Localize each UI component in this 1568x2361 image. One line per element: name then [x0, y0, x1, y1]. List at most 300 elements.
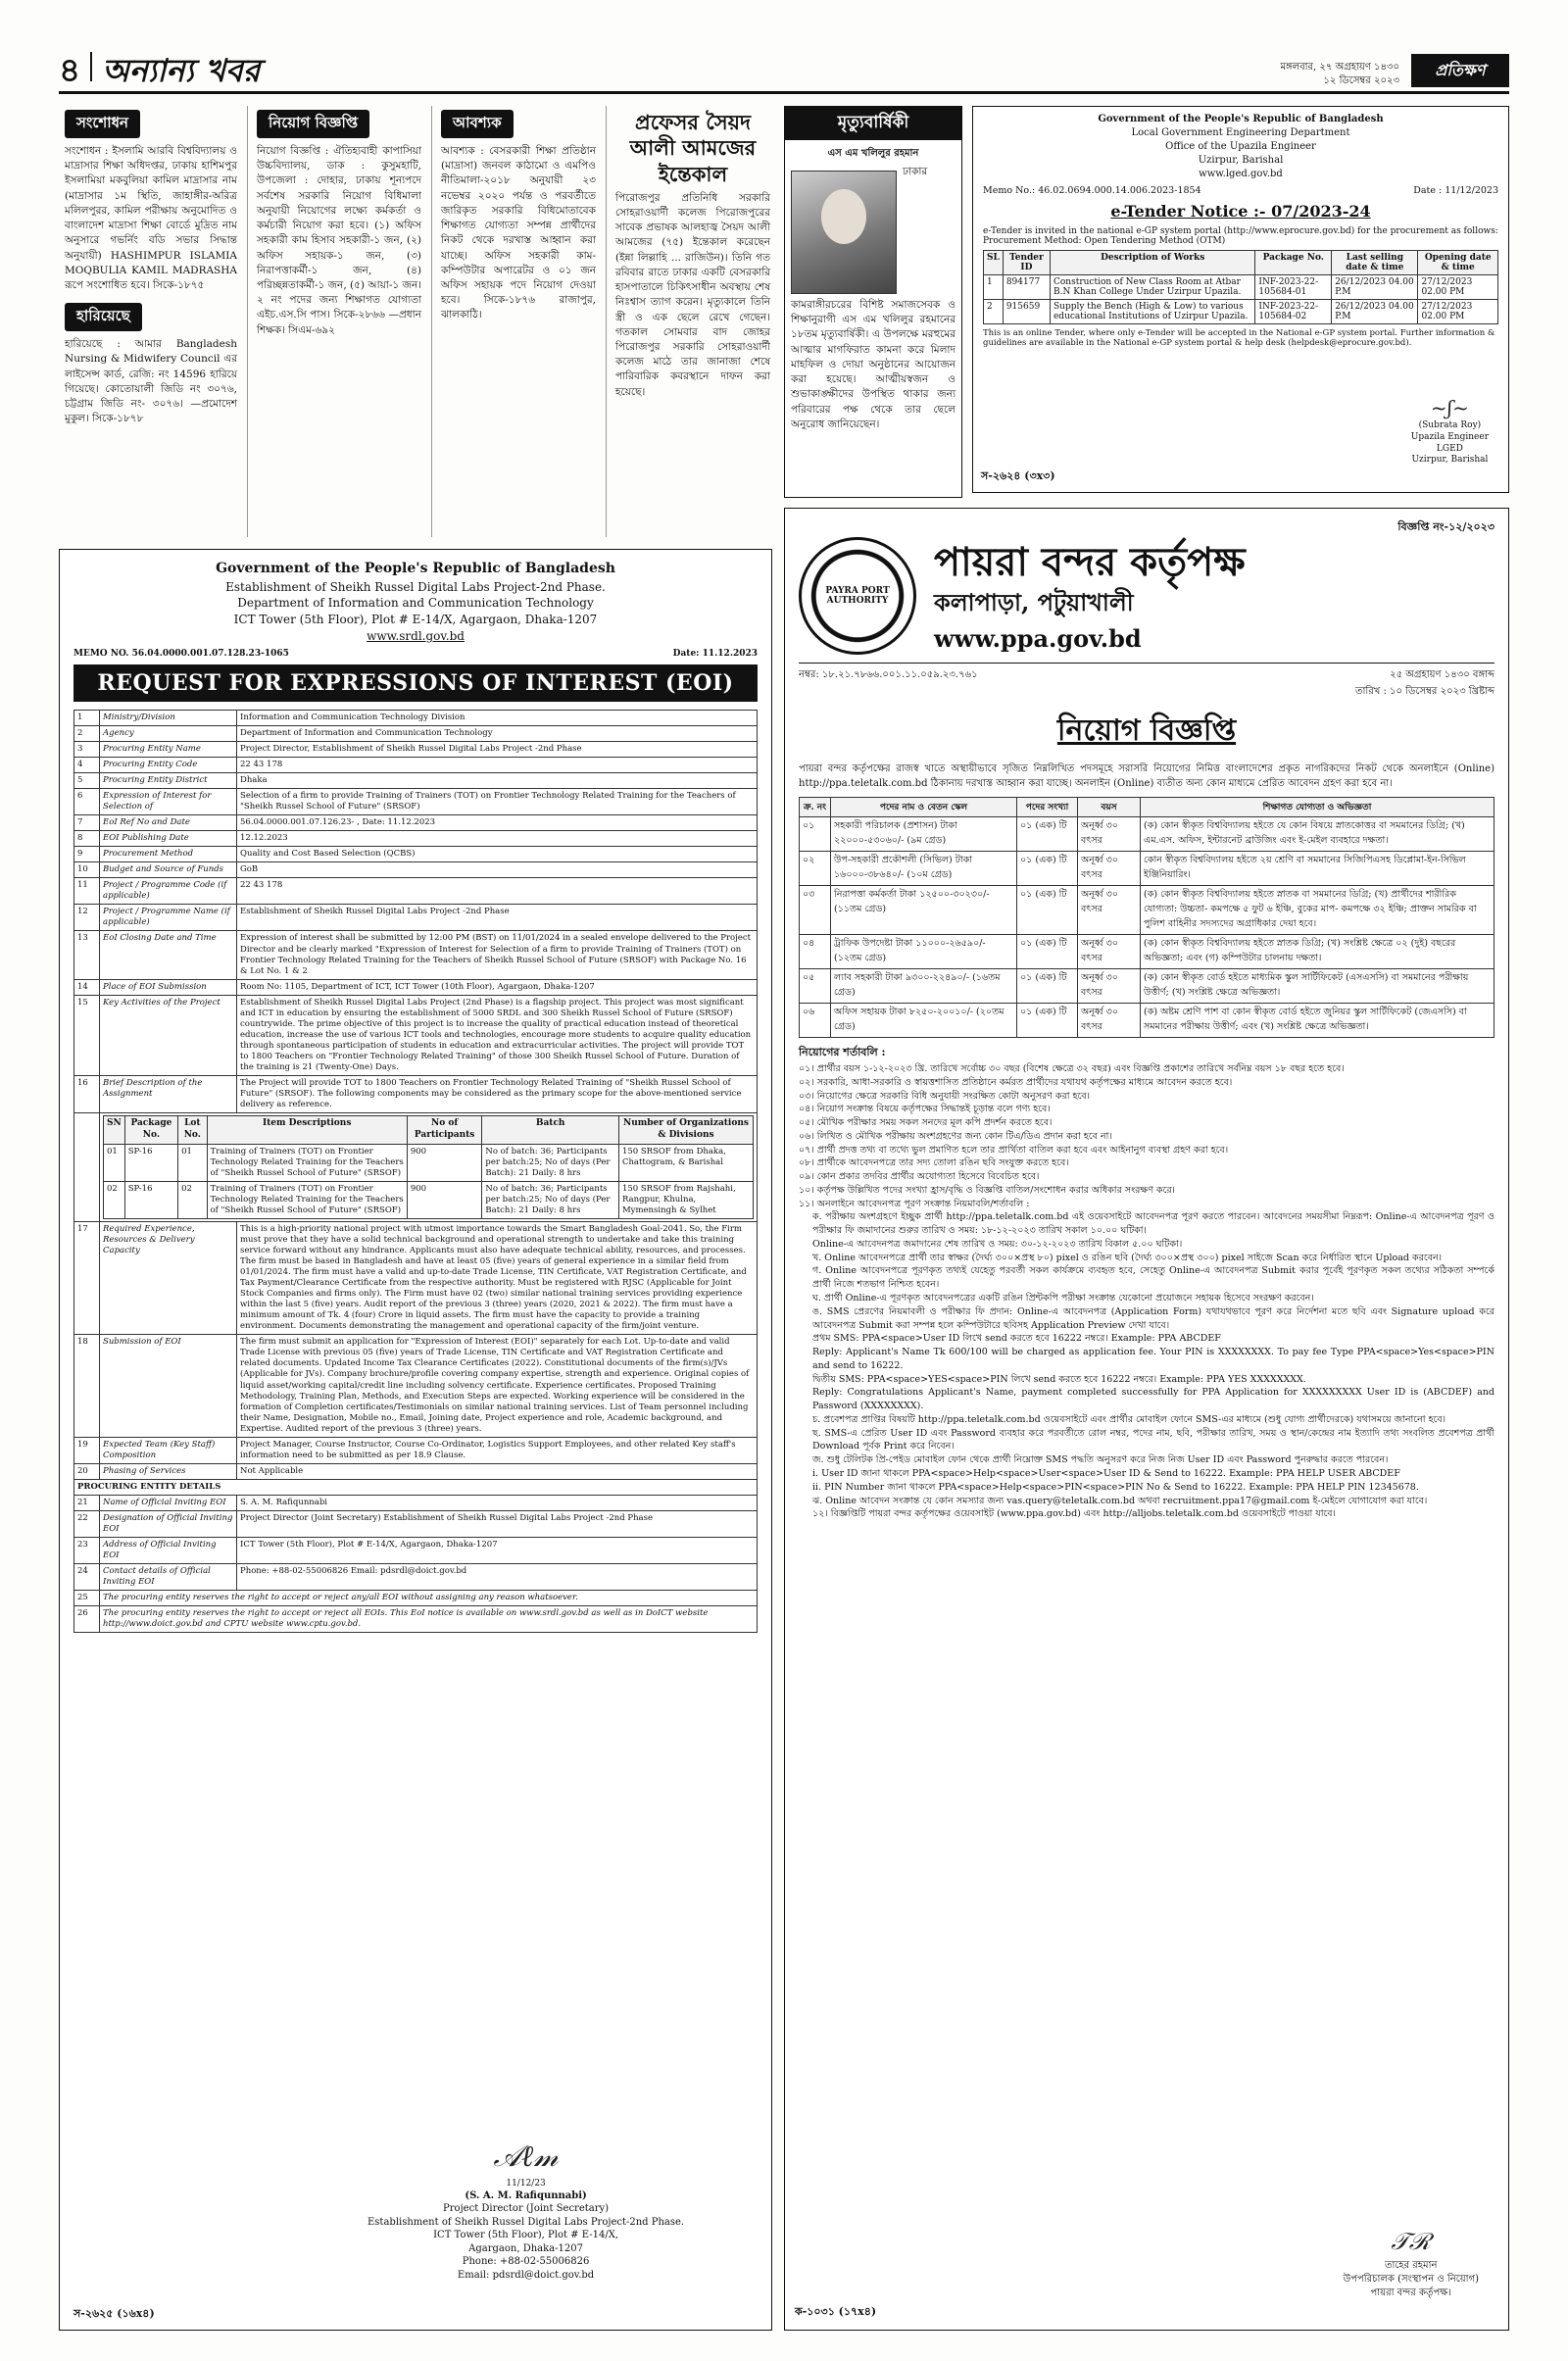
step-item: ঘ. প্রার্থী Online-এ পূরণকৃত আবেদনপত্রের একটি রঙিন প্রিন্টকপি পরীক্ষা সংক্রান্ত যেকোনো প্রয়োজনে সহায়ক হিসেবে সংরক্ষণ করবেন। — [812, 1293, 1314, 1304]
table-cell: নিরাপত্তা কর্মকর্তা টাকা ১২৫০০-৩০২৩০/- (১১তম গ্রেড) — [831, 886, 1017, 935]
etender-website: www.lged.gov.bd — [1199, 169, 1283, 179]
table-row — [74, 710, 758, 725]
memorial-name: এস এম খলিলুর রহমান — [827, 148, 919, 159]
table-cell: Designation of Official Inviting EOI — [100, 1510, 237, 1537]
table-cell: 8 — [74, 831, 100, 847]
table-header-cell: SL — [984, 251, 1004, 275]
table-cell: ০১ (এক) টি — [1017, 817, 1078, 852]
table-row — [800, 817, 1494, 852]
term-item: ০৯। কোন প্রকার তদবির প্রার্থীর অযোগ্যতা হিসেবে বিবেচিত হবে। — [799, 1171, 1040, 1183]
table-header-cell: SN — [104, 1116, 125, 1144]
step-item: দ্বিতীয় SMS: PPA<space>YES<space>PIN লিখে send করতে হবে 16222 নম্বরে। Example: PPA YES XXXXXXXX. — [812, 1373, 1306, 1385]
masthead — [59, 47, 1509, 94]
payra-notice — [784, 508, 1509, 2331]
table-row — [104, 1181, 754, 1218]
table-cell: Phasing of Services — [100, 1463, 237, 1479]
table-cell: 01 — [178, 1144, 207, 1181]
term-item: ০৭। প্রার্থী প্রদত্ত তথ্য বা তথ্যে ভুল প্রমাণিত হলে তার প্রার্থিতা বাতিল করা হবে এবং আইনানুগ ব্যবস্থা গ্রহণ করা হবে। — [799, 1144, 1229, 1156]
table-cell: 915659 — [1003, 300, 1050, 324]
table-header-row — [800, 798, 1494, 817]
table-cell: Ministry/Division — [100, 710, 237, 725]
table-header-cell: পদের নাম ও বেতন স্কেল — [831, 798, 1017, 817]
payra-title: পায়রা বন্দর কর্তৃপক্ষ — [934, 538, 1246, 585]
table-row — [984, 275, 1498, 300]
memorial-notice — [784, 106, 962, 498]
table-cell: 4 — [74, 757, 100, 772]
correction-header: সংশোধন — [65, 110, 140, 138]
table-cell: 26/12/2023 04.00 P.M — [1332, 300, 1418, 324]
table-cell: 2 — [74, 725, 100, 741]
step-item: জ. শুধু টেলিটক প্রি-পেইড মোবাইল ফোন থেকে প্রার্থী নিম্নোক্ত SMS পদ্ধতি অনুসরণ করে নিজ নিজ User ID এবং Password পুনরুদ্ধার করতে পারবেন। — [812, 1454, 1389, 1466]
table-cell — [100, 1113, 758, 1222]
table-row — [74, 862, 758, 878]
table-row — [74, 1221, 758, 1334]
sign-project: Establishment of Sheikh Russel Digital Labs Project-2nd Phase. — [368, 2216, 685, 2228]
table-row — [74, 815, 758, 831]
etender-signature — [1411, 395, 1489, 467]
table-cell: 18 — [74, 1335, 100, 1437]
table-cell: 26/12/2023 04.00 P.M — [1332, 275, 1418, 300]
table-cell: 11 — [74, 878, 100, 905]
table-cell: 10 — [74, 862, 100, 878]
term-item: ০২। সরকারি, আধা-সরকারি ও স্বায়ত্তশাসিত প্রতিষ্ঠানে কর্মরত প্রার্থীদের যথাযথ কর্তৃপক্ষের মাধ্যমে আবেদন করতে হবে। — [799, 1076, 1233, 1088]
table-cell: 3 — [74, 741, 100, 757]
sign-office: LGED — [1436, 443, 1463, 454]
table-cell: উপ-সহকারী প্রকৌশলী (সিভিল) টাকা ১৬০০০-৩৮৬৪০/- (১০ম গ্রেড) — [831, 852, 1017, 886]
online-steps-list — [799, 1210, 1494, 1521]
page-number: ৪ — [59, 51, 81, 90]
recruitment-text: নিয়োগ বিজ্ঞপ্তি : ঐতিহ্যবাহী কাপাসিয়া উচ্চবিদ্যালয়, ডাক : কুসুমহাটি, উপজেলা : দোহার, ঢাকায় শূন্যপদে সর্বশেষ সরকারি নিয়োগ বিধিমালা অনুযায়ী নিয়োগের লক্ষ্যে কর্মকর্তা ও কর্মচারী নিয়োগ করা হবে। (১) অফিস সহকারী কাম হিসাব সহকারী-১ জন, (২) অফিস সহায়ক-১ জন, (৩) নিরাপত্তাকর্মী-১ জন, (৪) পরিচ্ছন্নতাকর্মী-১ জন, (৫) আয়া-১ জন। ২ নং পদের জন্য শিক্ষাগত যোগ্যতা এইচ.এস.সি পাস। সিকে-২৮৬৬ —প্রধান শিক্ষক। সিএম-৬৯২ — [257, 145, 421, 336]
etender-gov: Government of the People's Republic of Bangladesh — [1098, 114, 1384, 124]
table-cell: ট্রাফিক উপদেষ্টা টাকা ১১০০০-২৬৫৯০/- (১২তম গ্রেড) — [831, 935, 1017, 969]
table-cell: 14 — [74, 979, 100, 995]
table-cell: 1 — [74, 710, 100, 725]
table-body — [984, 275, 1498, 324]
table-cell: 22 43 178 — [237, 757, 758, 772]
column-rule — [606, 106, 607, 537]
etender-header — [983, 113, 1498, 181]
port-authority-seal-icon — [799, 537, 916, 655]
table-cell: 56.04.0000.001.07.126.23- , Date: 11.12.2023 — [237, 815, 758, 831]
table-cell: ০৪ — [800, 935, 831, 969]
etender-table — [983, 250, 1498, 324]
table-row — [74, 931, 758, 979]
table-cell: ০২ — [800, 852, 831, 886]
table-cell: Selection of a firm to provide Training of Trainers (TOT) on Frontier Technology Related Training for the Teachers of "Sheikh Russel School of Future" (SRSOF) — [237, 789, 758, 815]
table-row — [74, 1335, 758, 1437]
step-item: ঝ. Online আবেদন সংক্রান্ত যে কোন সমস্যার জন্য vas.query@teletalk.com.bd অথবা recruitment.ppa17@gmail.com ই-মেইলে যোগাযোগ করা যাবে। — [812, 1495, 1428, 1506]
etender-office: Office of the Upazila Engineer — [1165, 141, 1316, 152]
eoi-dept: Department of Information and Communication Technology — [237, 596, 594, 611]
recruitment-header: নিয়োগ বিজ্ঞপ্তি — [257, 110, 369, 138]
table-row — [74, 1510, 758, 1537]
table-cell: GoB — [237, 862, 758, 878]
table-cell: ০১ — [800, 817, 831, 852]
table-header-cell: শিক্ষাগত যোগ্যতা ও অভিজ্ঞতা — [1141, 798, 1494, 817]
table-row — [74, 741, 758, 757]
table-header-cell: Number of Organizations & Divisions — [618, 1116, 753, 1144]
table-row — [800, 886, 1494, 935]
table-cell: অনূর্ধ্ব ৩০ বৎসর — [1078, 852, 1141, 886]
table-cell: ০১ (এক) টি — [1017, 886, 1078, 935]
term-item: ০৩। নিয়োগের ক্ষেত্রে সরকারি বিধি অনুযায়ী সংরক্ষিত কোটা অনুসরণ করা হবে। — [799, 1090, 1091, 1102]
signature-mark: 𝒜ℓ𝓂 — [493, 2140, 559, 2174]
table-cell: Quality and Cost Based Selection (QCBS) — [237, 847, 758, 862]
table-header-cell: Description of Works — [1050, 251, 1254, 275]
table-cell: 150 SRSOF from Rajshahi, Rangpur, Khulna, Mymensingh & Sylhet — [618, 1181, 753, 1218]
table-cell: Submission of EOI — [100, 1335, 237, 1437]
table-cell: 2 — [984, 300, 1004, 324]
table-cell: 6 — [74, 789, 100, 815]
table-header-cell: পদের সংখ্যা — [1017, 798, 1078, 817]
payra-notice-no: বিজ্ঞপ্তি নং-১২/২০২৩ — [1397, 520, 1494, 533]
table-cell: 13 — [74, 931, 100, 979]
table-cell: 12.12.2023 — [237, 831, 758, 847]
memorial-text: ঢাকার কামরাঙ্গীরচরের বিশিষ্ট সমাজসেবক ও শিক্ষানুরাগী এস এম খলিলুর রহমানের ১৮তম মৃত্যুবার্ষিকী। এ উপলক্ষে মরহুমের আত্মার মাগফিরাত কামনা করে মিলাদ মাহফিল ও দোয়া অনুষ্ঠানের আয়োজন করা হয়েছে। আত্মীয়স্বজন ও শুভাকাঙ্ক্ষীদের উপস্থিত থাকার জন্য পরিবারের পক্ষ থেকে তার ছেলে অনুরোধ জানিয়েছেন। — [791, 166, 956, 430]
table-cell: Project Manager, Course Instructor, Course Co-Ordinator, Logistics Support Employees, and other related Key staff's information need to be submitted as per 18.9 Clause. — [237, 1437, 758, 1463]
eoi-date: Date: 11.12.2023 — [672, 648, 758, 659]
term-item: ০৮। প্রার্থীকে আবেদনপত্রে তার সদ্য তোলা রঙিন ছবি সংযুক্ত করতে হবে। — [799, 1157, 1069, 1169]
table-cell: Procurement Method — [100, 847, 237, 862]
table-cell: 16 — [74, 1076, 100, 1113]
eoi-header — [74, 560, 758, 645]
table-cell: Construction of New Class Room at Atbar B.N Khan College Under Uzirpur Upazila. — [1050, 275, 1254, 300]
table-row — [800, 969, 1494, 1004]
table-header-cell: Package No. — [124, 1116, 177, 1144]
column-rule — [247, 106, 248, 537]
sign-address-1: ICT Tower (5th Floor), Plot # E-14/X, — [433, 2230, 618, 2241]
table-cell: EOI Publishing Date — [100, 831, 237, 847]
table-cell: Information and Communication Technology Division — [237, 710, 758, 725]
table-header-cell: Tender ID — [1003, 251, 1050, 275]
required-text: আবশ্যক : বেসরকারী শিক্ষা প্রতিষ্ঠান (মাদ্রাসা) জনবল কাঠামো ও এমপিও নীতিমালা-২০১৮ অনুযায়ী ২৩ নভেম্বর ২০২০ পর্যন্ত ও পরবর্তীতে জারিকৃত সরকারি বিধিমোতাবেক শিক্ষাগত যোগ্যতা সম্পন্ন প্রার্থীদের নিকট থেকে দরখাস্ত আহ্বান করা যাচ্ছে। অফিস সহকারী কাম-কম্পিউটার অপারেটর ও ০১ জন অফিস সহায়ক পদে নিয়োগ দেওয়া হবে। সিকে-১৮৭৬ রাজাপুর, ঝালকাঠি। — [441, 145, 596, 321]
sign-place: Uzirpur, Barishal — [1411, 455, 1489, 466]
payra-memo: নম্বর: ১৮.২১.৭৮৬৬.০০১.১১.০৫৯.২৩.৭৬১ — [799, 669, 978, 680]
table-cell: Establishment of Sheikh Russel Digital Labs Project (2nd Phase) is a flagship project. This project was most significant and ICT in education by ensuring the establishment of 5000 SRDL and 300 Sheikh Russel School of Future (SRSOF) countrywide. The prime objective of this project is to increase the quality of practical education instead of theoretical education, increase the use of various ICT tools and technologies, encourage more students to acquire quality education through spontaneous participation of students in education and extracurricular activities. The project will provide TOT to 1800 Teachers on "Frontier Technology Related Training" of those 300 Sheikh Russel School of Future. Duration of the training is 21 (Twenty-One) Days. — [237, 995, 758, 1075]
table-header-cell: Package No. — [1255, 251, 1332, 275]
table-cell: No of batch: 36; Participants per batch:25; No of days (Per Batch): 21 Daily: 8 hrs — [482, 1144, 619, 1181]
sign-title: Upazila Engineer — [1410, 431, 1489, 442]
table-row — [74, 1538, 758, 1564]
step-item: ছ. SMS-এ প্রেরিত User ID এবং Password ব্যবহার করে পরবর্তীতে রোল নম্বর, পদের নাম, ছবি, পরীক্ষার তারিখ, সময় ও স্থান/কেন্দ্রের নাম ইত্যাদি তথ্য সংবলিত প্রবেশপত্র প্রার্থী Download পূর্বক Print করে নিবেন। — [812, 1427, 1494, 1452]
table-cell: (ক) কোন স্বীকৃত বিশ্ববিদ্যালয় হইতে স্নাতক বা সমমানের ডিগ্রি; (খ) প্রার্থীদের শারীরিক যোগ্যতা: উচ্চতা- কমপক্ষে ৫ ফুট ৬ ইঞ্চি, বুকের মাপ- কমপক্ষে ৩২ ইঞ্চি; প্রাক্তন সামরিক বা পুলিশ বাহিনীর সদস্যদের অগ্রাধিকার দেয়া হবে। — [1141, 886, 1494, 935]
required-header: আবশ্যক — [441, 110, 514, 138]
table-row — [74, 757, 758, 772]
table-cell: ০৫ — [800, 969, 831, 1004]
table-cell: 150 SRSOF from Dhaka, Chattogram, & Barishal — [618, 1144, 753, 1181]
sign-org: পায়রা বন্দর কর্তৃপক্ষ। — [1370, 2287, 1451, 2298]
table-cell: Key Activities of the Project — [100, 995, 237, 1075]
table-cell: অনূর্ধ্ব ৩০ বৎসর — [1078, 935, 1141, 969]
obituary-text: পিরোজপুর প্রতিনিধি সরকারি সোহরাওয়ার্দী কলেজ পিরোজপুরের সাবেক প্রভাষক আলহাজ্ব সৈয়দ আলী আমজের (৭৫) ইন্তেকাল করেছেন (ইন্না লিল্লাহি ... রাজিউন)। তিনি গত রবিবার রাতে ঢাকার একটি বেসরকারি হাসপাতালে চিকিৎসাধীন অবস্থায় শেষ নিঃশ্বাস ত্যাগ করেন। মৃত্যুকালে তিনি স্ত্রী ও এক ছেলে রেখে গেছেন। গতকাল সোমবার বাদ জোহর পিরোজপুর সরকারি সোহরাওয়ার্দী কলেজ মাঠে তার জানাজা শেষে পারিবারিক কবরস্থানে দাফন করা হয়েছে। — [615, 191, 770, 398]
table-cell: 20 — [74, 1463, 100, 1479]
sign-title: উপপরিচালক (সংস্থাপন ও নিয়োগ) — [1343, 2274, 1479, 2285]
table-cell: Establishment of Sheikh Russel Digital Labs Project -2nd Phase — [237, 905, 758, 931]
date-english: ১২ ডিসেম্বর ২০২৩ — [1323, 74, 1399, 86]
table-cell: Training of Trainers (TOT) on Frontier Technology Related Training for the Teachers of "Sheikh Russel School of Future" (SRSOF) — [207, 1144, 407, 1181]
table-cell: The procuring entity reserves the right to accept or reject all EOIs. This EoI notice is available on www.srdl.gov.bd as well as in DoICT website http://www.doict.gov.bd and CPTU website www.cptu.gov.bd. — [100, 1606, 758, 1633]
table-row — [800, 852, 1494, 886]
table-header-cell: Lot No. — [178, 1116, 207, 1144]
eoi-signature-block — [74, 2138, 758, 2324]
table-cell: (ক) কোন স্বীকৃত বিশ্ববিদ্যালয় হইতে স্নাতক ডিগ্রি; (খ) সংশ্লিষ্ট ক্ষেত্রে ০২ (দুই) বছরের অভিজ্ঞতা; এবং (গ) কম্পিউটার চালনায় দক্ষতা। — [1141, 935, 1494, 969]
step-item: খ. Online আবেদনপত্রে প্রার্থী তার স্বাক্ষর (দৈর্ঘ্য ৩০০×প্রস্থ ৮০) pixel ও রঙিন ছবি (দৈর্ঘ্য ৩০০×প্রস্থ ৩০০) pixel সাইজে Scan করে নির্ধারিত স্থানে Upload করবেন। — [812, 1252, 1443, 1263]
table-cell: ICT Tower (5th Floor), Plot # E-14/X, Agargaon, Dhaka-1207 — [237, 1538, 758, 1564]
sign-name: (S. A. M. Rafiqunnabi) — [465, 2189, 587, 2201]
obituary-article — [610, 106, 776, 537]
date-bengali: মঙ্গলবার, ২৭ অগ্রহায়ণ ১৪৩০ — [1280, 62, 1399, 73]
term-item: ০৬। লিখিত ও মৌখিক পরীক্ষায় অংশগ্রহণের জন্য কোন টিএ/ডিএ প্রদান করা হবে না। — [799, 1130, 1112, 1142]
eoi-notice — [59, 549, 772, 2331]
table-cell: Not Applicable — [237, 1463, 758, 1479]
table-body — [74, 710, 758, 1633]
table-cell: INF-2023-22-105684-02 — [1255, 300, 1332, 324]
table-cell: No of batch: 36; Participants per batch:25; No of days (Per Batch): 21 Daily: 8 hrs — [482, 1181, 619, 1218]
sign-name: তাহের রহমান — [1384, 2260, 1438, 2271]
step-item: ii. PIN Number জানা থাকলে PPA<space>Help<space>PIN<space>PIN No & Send to 16222. Example: PPA HELP PIN 12345678. — [812, 1481, 1419, 1493]
etender-intro: e-Tender is invited in the national e-GP system portal (http://www.eprocure.gov.bd) for the procurement as follows: Procurement Method: Open Tendering Method (OTM) — [983, 226, 1498, 246]
table-cell: Dhaka — [237, 772, 758, 788]
eoi-banner: REQUEST FOR EXPRESSIONS OF INTEREST (EOI) — [74, 664, 758, 702]
etender-title: e-Tender Notice :- 07/2023-24 — [1110, 202, 1371, 221]
table-header-cell: Batch — [482, 1116, 619, 1144]
table-cell: Phone: +88-02-55006826 Email: pdsrdl@doict.gov.bd — [237, 1564, 758, 1591]
eoi-gov: Government of the People's Republic of Bangladesh — [216, 561, 615, 576]
table-cell: INF-2023-22-105684-01 — [1255, 275, 1332, 300]
terms-title: নিয়োগের শর্তাবলি : — [799, 1046, 886, 1058]
newspaper-logo: প্রতিক্ষণ — [1411, 54, 1509, 87]
table-row — [984, 300, 1498, 324]
table-cell: EoI Ref No and Date — [100, 815, 237, 831]
table-cell: Project Director (Joint Secretary) Establishment of Sheikh Russel Digital Labs Project -2nd Phase — [237, 1510, 758, 1537]
table-row — [74, 1076, 758, 1113]
table-cell: This is a high-priority national project with utmost importance towards the Smart Bangladesh Goal-2041. So, the Firm must prove that they have a solid technical background and operational strength to undertake and take this training service forward without any hindrance. Applicants must also have adequate technical ability, resources, and processes. The firm must be based in Bangladesh and have at least 05 (five) years of general experience in a similar field from 01/01/2024. The firm must have a valid and up-to-date Trade License, TIN Certificate, VAT Registration Certificate, and Tax Payment/Clearance Certificate from the respective authority. Must be registered with RJSC (Applicable for Joint Stock Companies and firms only). The Firm must have 02 (two) similar national training services providing experience within the last 5 (five) years. Audit report of the previous 3 (three) years (2020, 2021 & 2022). The firm must have a minimum amount of Tk. 4 (four) Crore in liquid assets. The firm must have the capacity to provide a training environment. Documents demonstrating the management and operational capacity of the firm/joint venture. — [237, 1221, 758, 1334]
table-row — [74, 725, 758, 741]
table-cell: The procuring entity reserves the right to accept or reject any/all EOI without assigning any reason whatsoever. — [100, 1591, 758, 1606]
table-row — [74, 772, 758, 788]
table-cell: 27/12/2023 02.00 PM — [1418, 300, 1498, 324]
step-item: ১২। বিজ্ঞপ্তিটি পায়রা বন্দর কর্তৃপক্ষের ওয়েবসাইট (www.ppa.gov.bd) এবং http://alljobs.teletalk.com.bd ওয়েবসাইটে পাওয়া যাবে। — [812, 1508, 1336, 1520]
masthead-divider — [90, 52, 92, 81]
table-cell: অনূর্ধ্ব ৩০ বৎসর — [1078, 969, 1141, 1004]
table-cell: EoI Closing Date and Time — [100, 931, 237, 979]
table-cell: ০১ (এক) টি — [1017, 969, 1078, 1004]
ad-code: ক-১০৩১ (১৭x৪) — [795, 2305, 877, 2318]
payra-date-en: তারিখ : ১০ ডিসেম্বর ২০২৩ খ্রিষ্টাব্দ — [1354, 686, 1494, 697]
table-body — [800, 817, 1494, 1038]
table-cell: SP-16 — [124, 1144, 177, 1181]
table-cell: ০১ (এক) টি — [1017, 852, 1078, 886]
table-row — [74, 789, 758, 815]
payra-intro: পায়রা বন্দর কর্তৃপক্ষের রাজস্ব খাতে অস্থায়ীভাবে সৃজিত নিম্নলিখিত পদসমূহে সরাসরি নিয়োগের নিমিত্ত বাংলাদেশের প্রকৃত নাগরিকদের নিকট থেকে অনলাইনে (Online) http://ppa.teletalk.com.bd ঠিকানায় দরখাস্ত আহ্বান করা যাচ্ছে। অনলাইন (Online) ব্যতীত অন্য কোন মাধ্যমে প্রেরিত আবেদন গ্রহণ করা হবে না। — [799, 763, 1494, 789]
table-cell: Contact details of Official Inviting EOI — [100, 1564, 237, 1591]
table-cell: Brief Description of the Assignment — [100, 1076, 237, 1113]
memorial-header: মৃত্যুবার্ষিকী — [785, 107, 961, 140]
table-cell: 17 — [74, 1221, 100, 1334]
obituary-headline: প্রফেসর সৈয়দ আলী আমজের ইন্তেকাল — [629, 110, 757, 186]
table-row — [800, 1004, 1494, 1038]
ad-code: স-২৬২৫ (১৬x৪) — [74, 2307, 155, 2320]
payra-website[interactable]: www.ppa.gov.bd — [934, 623, 1142, 653]
lost-header: হারিয়েছে — [65, 303, 142, 331]
table-cell: 02 — [178, 1181, 207, 1218]
sign-address-2: Agargaon, Dhaka-1207 — [468, 2242, 583, 2254]
seal-text: PAYRA PORT AUTHORITY — [825, 586, 890, 606]
table-row — [74, 1495, 758, 1510]
table-cell: ০১ (এক) টি — [1017, 935, 1078, 969]
step-item: চ. প্রবেশপত্র প্রাপ্তির বিষয়টি http://ppa.teletalk.com.bd ওয়েবসাইটে এবং প্রার্থীর মোবাইল ফোনে SMS-এর মাধ্যমে (শুধু যোগ্য প্রার্থীদেরকে) যথাসময়ে জানানো হবে। — [812, 1413, 1446, 1425]
sign-name: (Subrata Roy) — [1418, 420, 1482, 431]
eoi-website[interactable]: www.srdl.gov.bd — [367, 628, 465, 643]
table-header-cell: Item Descriptions — [207, 1116, 407, 1144]
table-cell: (ক) অষ্টম শ্রেণি পাশ বা কোন স্বীকৃত বোর্ড হইতে জুনিয়র স্কুল সার্টিফিকেট (জেএসসি) বা সমমানের পরীক্ষায় উত্তীর্ণ; এবং (খ) সংশ্লিষ্ট ক্ষেত্রে অভিজ্ঞতা। — [1141, 1004, 1494, 1038]
table-cell: Expression of Interest for Selection of — [100, 789, 237, 815]
table-row — [104, 1144, 754, 1181]
term-item: ০১। প্রার্থীর বয়স ১-১২-২০২৩ খ্রি. তারিখে সর্বোচ্চ ৩০ বছর (বিশেষ ক্ষেত্রে ৩২ বছর) এবং বিজ্ঞপ্তি প্রকাশের তারিখে সর্বনিম্ন বয়স ১৮ বছর হতে হবে। — [799, 1063, 1345, 1074]
step-item: ঙ. SMS প্রেরণের নিয়মাবলী ও পরীক্ষার ফি প্রদান: Online-এ আবেদনপত্র (Application Form) যথাযথভাবে পূরণ করে নির্দেশনা মতে ছবি এবং Signature upload করে আবেদনপত্র Submit করা সম্পন্ন হলে কম্পিউটারে ছবিসহ Application Preview দেখা যাবে। — [812, 1305, 1494, 1331]
table-cell: 19 — [74, 1437, 100, 1463]
term-item: ১১। অনলাইনে আবেদনপত্র পূরণ সংক্রান্ত নিয়মাবলি/শর্তাবলি : — [799, 1198, 1030, 1209]
table-cell: 26 — [74, 1606, 100, 1633]
table-cell: ল্যাব সহকারী টাকা ৯৩০০-২২৪৯০/- (১৬তম গ্রেড) — [831, 969, 1017, 1004]
table-cell: 01 — [104, 1144, 125, 1181]
table-cell: (ক) কোন স্বীকৃত বোর্ড হইতে মাধ্যমিক স্কুল সার্টিফিকেট (এসএসসি) বা সমমানের পরীক্ষায় উত্তীর্ণ; (খ) সংশ্লিষ্ট ক্ষেত্রে অভিজ্ঞতা। — [1141, 969, 1494, 1004]
table-cell: অনূর্ধ্ব ৩০ বৎসর — [1078, 817, 1141, 852]
portrait-photo — [791, 171, 897, 294]
step-item: Online-এ আবেদনপত্র জমাদানের শেষ তারিখ ও সময়: ৩০-১২-২০২৩ তারিখ বিকাল ৫.০০ ঘটিকা। — [812, 1238, 1183, 1250]
table-header-row — [104, 1116, 754, 1144]
column-rule — [431, 106, 432, 537]
etender-place: Uzirpur, Barishal — [1198, 155, 1284, 166]
table-cell: 7 — [74, 815, 100, 831]
assignment-sub-table — [103, 1115, 754, 1219]
signature-date: 11/12/23 — [506, 2178, 546, 2189]
table-header-cell: বয়স — [1078, 798, 1141, 817]
table-row — [74, 1564, 758, 1591]
table-row — [74, 1463, 758, 1479]
table-header-cell: No of Participants — [407, 1116, 482, 1144]
table-cell: Name of Official Inviting EOI — [100, 1495, 237, 1510]
table-cell: Procuring Entity District — [100, 772, 237, 788]
table-cell: 5 — [74, 772, 100, 788]
table-cell: Budget and Source of Funds — [100, 862, 237, 878]
term-item: ১০। কর্তৃপক্ষ উল্লিখিত পদের সংখ্যা হ্রাস/বৃদ্ধি ও বিজ্ঞপ্তি বাতিল/সংশোধন করার অধিকার সংরক্ষণ করে। — [799, 1184, 1175, 1196]
etender-notice — [972, 106, 1509, 493]
table-cell: 1 — [984, 275, 1004, 300]
table-cell: Supply the Bench (High & Low) to various educational Institutions of Uzirpur Upazila. — [1050, 300, 1254, 324]
payra-posts-table — [799, 797, 1494, 1038]
correction-text: সংশোধন : ইসলামি আরবি বিশ্ববিদ্যালয় ও মাদ্রাসার শিক্ষা অধিদপ্তর, ঢাকায় হাশিমপুর ইসলামিয়া মকবুলিয়া কামিল মাদ্রাসার নাম (মাদ্রাসার ১ম স্থিতি, জাহাঙ্গীর-অরিত্র মলিলপুরর, কামিল পরীক্ষায় অনুমোদিত ও বাংলাদেশ মাদ্রাসা শিক্ষা বোর্ডে মুদ্রিত নাম অনুসারে গভর্নিং বডি সভার সিদ্ধান্ত অনুযায়ী) HASHIMPUR ISLAMIA MOQBULIA KAMIL MADRASHA রূপে সংশোধিত হবে। সিকে-১৮৭৫ — [65, 145, 237, 291]
table-header-cell: ক্র. নং — [800, 798, 831, 817]
table-row — [74, 878, 758, 905]
payra-date-bn: ২৫ অগ্রহায়ণ ১৪৩০ বঙ্গাব্দ — [1390, 669, 1494, 680]
table-cell: Expression of interest shall be submitted by 12:00 PM (BST) on 11/01/2024 in a sealed envelope delivered to the Project Director and be clearly marked "Expression of Interest for Selection of a firm to provide Training of Trainers (TOT) on Frontier Technology Related Training for the Teachers of Sheikh Russel School of Future (SRSOF) with Package No. 16 & Lot No. 1 & 2 — [237, 931, 758, 979]
payra-heading: নিয়োগ বিজ্ঞপ্তি — [1056, 713, 1237, 748]
table-cell: Place of EOI Submission — [100, 979, 237, 995]
table-cell — [74, 1113, 100, 1222]
section-title: অন্যান্য খবর — [102, 52, 261, 89]
table-cell: 894177 — [1003, 275, 1050, 300]
term-item: ০৪। নিয়োগ সংক্রান্ত বিষয়ে কর্তৃপক্ষের সিদ্ধান্তই চূড়ান্ত বলে গণ্য হবে। — [799, 1104, 1051, 1115]
step-item: Reply: Congratulations Applicant's Name, payment completed successfully for PPA Application for XXXXXXXXX User ID is (ABCDEF) and Password (XXXXXXXX). — [812, 1387, 1494, 1412]
table-row — [74, 1591, 758, 1606]
table-cell: SP-16 — [124, 1181, 177, 1218]
signature-mark: ~ʃ~ — [1430, 396, 1469, 420]
table-cell: Expected Team (Key Staff) Composition — [100, 1437, 237, 1463]
table-cell: Department of Information and Communication Technology — [237, 725, 758, 741]
table-cell: 02 — [104, 1181, 125, 1218]
terms-list — [799, 1062, 1494, 1210]
table-cell: Procuring Entity Name — [100, 741, 237, 757]
etender-memo: Memo No.: 46.02.0694.000.14.006.2023-1854 — [983, 185, 1201, 196]
classified-column-3 — [435, 106, 602, 537]
table-cell: অনূর্ধ্ব ৩০ বৎসর — [1078, 886, 1141, 935]
table-row — [74, 1437, 758, 1463]
table-cell: ০৩ — [800, 886, 831, 935]
table-row — [74, 1479, 758, 1495]
table-cell: ০১ (এক) টি — [1017, 1004, 1078, 1038]
table-header-cell: Opening date & time — [1418, 251, 1498, 275]
etender-note: This is an online Tender, where only e-Tender will be accepted in the National e-GP system portal. Further information & guidelines are available in the National e-GP system portal & help desk (helpdesk@eprocure.gov.bd). — [983, 328, 1495, 348]
signature-mark: 𝒯ℛ — [1391, 2228, 1432, 2256]
table-cell: Procuring Entity Code — [100, 757, 237, 772]
table-cell: সহকারী পরিচালক (প্রশাসন) টাকা ২২০০০-৫৩০৬০/- (৯ম গ্রেড) — [831, 817, 1017, 852]
table-cell: Training of Trainers (TOT) on Frontier Technology Related Training for the Teachers of "Sheikh Russel School of Future" (SRSOF) — [207, 1181, 407, 1218]
eoi-table — [74, 710, 758, 1634]
table-cell: Project / Programme Name (if applicable) — [100, 905, 237, 931]
payra-location: কলাপাড়া, পটুয়াখালী — [934, 587, 1134, 616]
sign-title: Project Director (Joint Secretary) — [443, 2203, 610, 2215]
table-cell: 15 — [74, 995, 100, 1075]
eoi-project: Establishment of Sheikh Russel Digital Labs Project-2nd Phase. — [225, 579, 606, 594]
table-cell: Project Director, Establishment of Sheikh Russel Digital Labs Project -2nd Phase — [237, 741, 758, 757]
table-cell: Required Experience, Resources & Delivery Capacity — [100, 1221, 237, 1334]
table-cell: 21 — [74, 1495, 100, 1510]
table-cell: 22 43 178 — [237, 878, 758, 905]
step-item: Reply: Applicant's Name Tk 600/100 will be charged as application fee. Your PIN is XXXXXXXX. To pay fee Type PPA<space>Yes<space>PIN and send to 16222. — [812, 1347, 1494, 1371]
step-item: ক. পরীক্ষায় অংশগ্রহণে ইচ্ছুক প্রার্থী http://ppa.teletalk.com.bd এই ওয়েবসাইটে আবেদনপত্র পূরণ করতে পারবেন। আবেদনের সময়সীমা নিম্নরূপ: Online-এ আবেদনপত্র পূরণ ও পরীক্ষার ফি জমাদানের শুরুর তারিখ ও সময়: ১৮-১২-২০২৩ তারিখ সকাল ১০.০০ ঘটিকা। — [812, 1211, 1494, 1237]
table-cell: Address of Official Inviting EOI — [100, 1538, 237, 1564]
table-cell: 23 — [74, 1538, 100, 1564]
lost-text: হারিয়েছে : আমার Bangladesh Nursing & Midwifery Council এর লাইসেন্স কার্ড, রেজি: নং 14596 হারিয়ে গিয়েছে। কোতোয়ালী জিডি নং ৩০৭৬, চট্টগ্রাম জিডি নং- ৩০৭৬। —প্রমোদেশ মুকুল। সিকে-১৮৭৮ — [65, 338, 237, 425]
table-cell: 900 — [407, 1144, 482, 1181]
table-cell: 22 — [74, 1510, 100, 1537]
term-item: ০৫। মৌখিক পরীক্ষার সময় সকল সনদের মূল কপি প্রদর্শন করতে হবে। — [799, 1117, 1053, 1129]
etender-dept: Local Government Engineering Department — [1131, 127, 1350, 138]
table-cell: PROCURING ENTITY DETAILS — [74, 1479, 758, 1495]
step-item: i. User ID জানা থাকলে PPA<space>Help<space>User<space>User ID & Send to 16222. Example: PPA HELP USER ABCDEF — [812, 1467, 1400, 1479]
issue-date — [1280, 61, 1399, 87]
table-cell: ০৬ — [800, 1004, 831, 1038]
table-cell: Room No: 1105, Department of ICT, ICT Tower (10th Floor), Agargaon, Dhaka-1207 — [237, 979, 758, 995]
table-cell: 900 — [407, 1181, 482, 1218]
table-header-row — [984, 251, 1498, 275]
table-cell: 27/12/2023 02.00 PM — [1418, 275, 1498, 300]
eoi-address: ICT Tower (5th Floor), Plot # E-14/X, Agargaon, Dhaka-1207 — [233, 613, 598, 627]
table-row — [74, 1606, 758, 1633]
table-cell: The Project will provide TOT to 1800 Teachers on Frontier Technology Related Training of "Sheikh Russel School of Future" (SRSOF). The following components may be considered as the primary scope for the above-mentioned service delivery as reference. — [237, 1076, 758, 1113]
table-cell: কোন স্বীকৃত বিশ্ববিদ্যালয় হইতে ২য় শ্রেণি বা সমমানের সিজিপিএসহ ডিপ্লোমা-ইন-সিভিল ইঞ্জিনিয়ারিং। — [1141, 852, 1494, 886]
table-row — [74, 1113, 758, 1222]
table-cell: Agency — [100, 725, 237, 741]
eoi-memo: MEMO NO. 56.04.0000.001.07.128.23-1065 — [74, 648, 289, 659]
etender-date: Date : 11/12/2023 — [1413, 185, 1498, 196]
payra-signature — [1343, 2226, 1479, 2300]
table-row — [74, 831, 758, 847]
table-row — [74, 905, 758, 931]
table-row — [800, 935, 1494, 969]
step-item: গ. Online আবেদনপত্রে পূরণকৃত তথ্যই যেহেতু পরবর্তী সকল কার্যক্রমে ব্যবহৃত হবে, সেহেতু Online-এ আবেদনপত্র Submit করার পূর্বেই পূরণকৃত সকল তথ্যের সঠিকতা সম্পর্কে প্রার্থী নিজে শতভাগ নিশ্চিত হবেন। — [812, 1265, 1494, 1291]
